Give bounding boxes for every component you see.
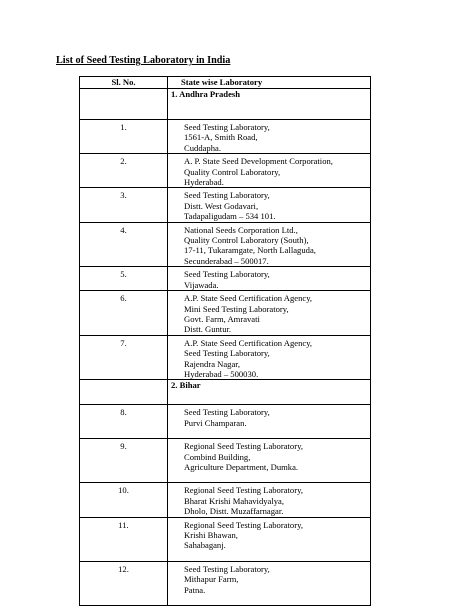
state-name: 1. Andhra Pradesh bbox=[168, 89, 371, 120]
address-line: Regional Seed Testing Laboratory, bbox=[184, 441, 303, 452]
table-row bbox=[80, 517, 371, 561]
table-row bbox=[80, 405, 371, 439]
address-line: Tadapaligudam – 534 101. bbox=[184, 211, 276, 222]
address-line: Secunderabad – 500017. bbox=[184, 255, 269, 266]
laboratory-address bbox=[168, 483, 371, 517]
laboratory-address bbox=[168, 154, 371, 188]
address-line: Purvi Champaran. bbox=[184, 417, 247, 428]
table-row bbox=[80, 291, 371, 336]
address-line: Seed Testing Laboratory, bbox=[184, 122, 270, 132]
address-line: Bharat Krishi Mahavidyalya, bbox=[184, 495, 284, 506]
state-name: 2. Bihar bbox=[168, 380, 371, 405]
address-line: Rajendra Nagar, bbox=[184, 358, 240, 369]
laboratory-address bbox=[168, 335, 371, 380]
serial-number: 5. bbox=[80, 267, 168, 291]
state-number-cell bbox=[80, 380, 168, 405]
serial-number: 1. bbox=[80, 120, 168, 154]
table-row bbox=[80, 188, 371, 222]
laboratory-address bbox=[168, 517, 371, 561]
serial-number: 2. bbox=[80, 154, 168, 188]
table-row bbox=[80, 120, 371, 154]
address-line: Hyderabad. bbox=[184, 177, 224, 188]
laboratory-address bbox=[168, 405, 371, 439]
address-line: A.P. State Seed Certification Agency, bbox=[184, 337, 313, 348]
table-row bbox=[80, 483, 371, 517]
state-number-cell bbox=[80, 89, 168, 120]
laboratory-table bbox=[79, 76, 371, 606]
table-row bbox=[80, 222, 371, 267]
laboratory-address bbox=[168, 267, 371, 291]
serial-number: 12. bbox=[80, 561, 168, 605]
address-line: Quality Control Laboratory, bbox=[184, 166, 281, 177]
address-line: A.P. State Seed Certification Agency, bbox=[184, 293, 313, 304]
address-line: Combind Building, bbox=[184, 451, 251, 462]
address-line: Seed Testing Laboratory, bbox=[184, 407, 270, 418]
serial-number: 7. bbox=[80, 335, 168, 380]
serial-number: 8. bbox=[80, 405, 168, 439]
address-line: Govt. Farm, Amravati bbox=[184, 313, 260, 324]
serial-number: 3. bbox=[80, 188, 168, 222]
address-line: Patna. bbox=[184, 584, 206, 595]
address-line: Seed Testing Laboratory, bbox=[184, 269, 270, 280]
laboratory-address bbox=[168, 561, 371, 605]
serial-number: 4. bbox=[80, 222, 168, 267]
page-title: List of Seed Testing Laboratory in India bbox=[56, 55, 231, 66]
address-line: Dholo, Distt. Muzaffarnagar. bbox=[184, 506, 284, 517]
address-line: Regional Seed Testing Laboratory, bbox=[184, 519, 303, 530]
serial-number: 10. bbox=[80, 483, 168, 517]
address-line: Vijawada. bbox=[184, 279, 219, 290]
address-line: Agriculture Department, Dumka. bbox=[184, 461, 299, 472]
address-line: Quality Control Laboratory (South), bbox=[184, 235, 309, 246]
laboratory-address bbox=[168, 291, 371, 336]
address-line: 17-11, Tukaramgate, North Lallaguda, bbox=[184, 245, 316, 256]
table-row bbox=[80, 439, 371, 483]
table-row bbox=[80, 154, 371, 188]
address-line: Distt. Guntur. bbox=[184, 324, 232, 335]
address-line: Mini Seed Testing Laboratory, bbox=[184, 303, 289, 314]
sl-no-header: Sl. No. bbox=[80, 77, 168, 89]
address-line: Regional Seed Testing Laboratory, bbox=[184, 485, 303, 496]
laboratory-address bbox=[168, 188, 371, 222]
table-header-row bbox=[80, 77, 371, 89]
address-line: Sahabaganj. bbox=[184, 540, 226, 551]
serial-number: 11. bbox=[80, 517, 168, 561]
address-line: Seed Testing Laboratory, bbox=[184, 563, 270, 574]
address-line: National Seeds Corporation Ltd., bbox=[184, 224, 298, 235]
address-line: Distt. West Godavari, bbox=[184, 200, 259, 211]
address-line: A. P. State Seed Development Corporation, bbox=[184, 156, 333, 167]
table-row bbox=[80, 335, 371, 380]
table-row bbox=[80, 267, 371, 291]
address-line: Seed Testing Laboratory, bbox=[184, 348, 270, 359]
laboratory-header: State wise Laboratory bbox=[168, 77, 371, 89]
table-row bbox=[80, 561, 371, 605]
address-line: Seed Testing Laboratory, bbox=[184, 190, 270, 201]
serial-number: 6. bbox=[80, 291, 168, 336]
address-line: Mithapur Farm, bbox=[184, 574, 239, 585]
laboratory-address bbox=[168, 439, 371, 483]
laboratory-address bbox=[168, 222, 371, 267]
state-row bbox=[80, 380, 371, 405]
address-line: Krishi Bhawan, bbox=[184, 530, 238, 540]
address-line: 1561-A, Smith Road, bbox=[184, 132, 258, 143]
table-body bbox=[80, 89, 371, 606]
address-line: Cuddapha. bbox=[184, 142, 221, 153]
state-row bbox=[80, 89, 371, 120]
laboratory-address bbox=[168, 120, 371, 154]
serial-number: 9. bbox=[80, 439, 168, 483]
address-line: Hyderabad – 500030. bbox=[184, 368, 259, 379]
